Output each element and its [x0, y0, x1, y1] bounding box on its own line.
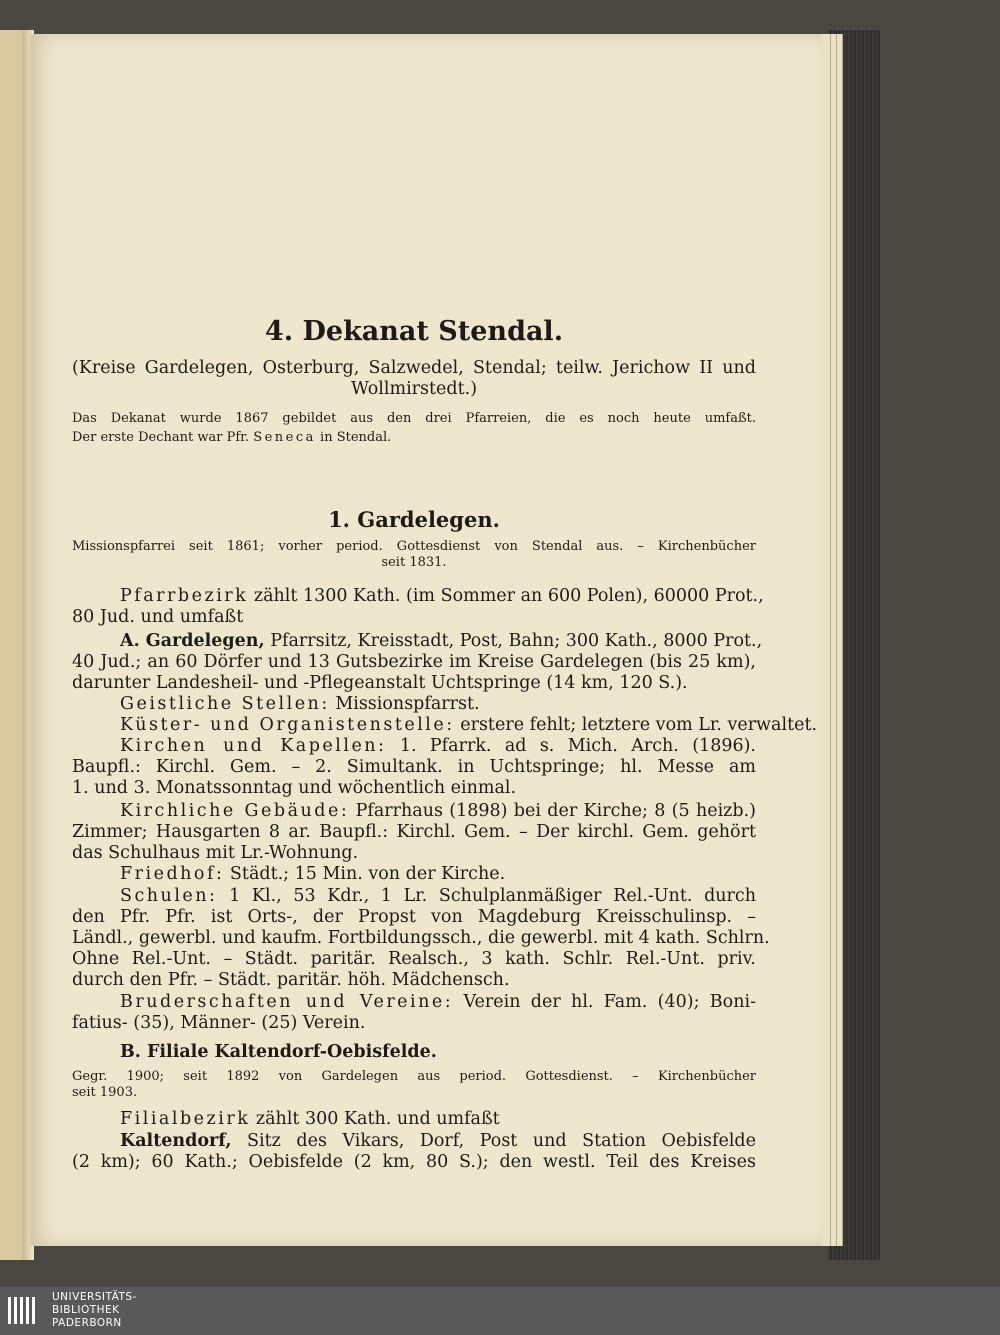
paragraph-line: Kirchliche Gebäude: Pfarrhaus (1898) bei der Kirche; 8 (5 heizb.): [120, 801, 756, 821]
paragraph-line: Zimmer; Hausgarten 8 ar. Baupfl.: Kirchl. Gem. – Der kirchl. Gem. gehört: [72, 822, 756, 842]
title-subtitle: Wollmirstedt.): [350, 379, 478, 399]
place-label: Kaltendorf,: [120, 1131, 232, 1151]
paragraph-line: darunter Landesheil- und -Pflegeanstalt Uchtspringe (14 km, 120 S.).: [72, 673, 688, 693]
paragraph-line: Friedhof: Städt.; 15 Min. von der Kirche.: [120, 864, 506, 884]
intro-text: Das Dekanat wurde 1867 gebildet aus den drei Pfarreien, die es noch heute umfaßt.: [72, 411, 756, 426]
paragraph-line: Bruderschaften und Vereine: Verein der hl. Fam. (40); Boni-: [120, 992, 756, 1012]
paragraph-line: das Schulhaus mit Lr.-Wohnung.: [72, 843, 359, 863]
previous-page-edge: [0, 30, 34, 1260]
paragraph-line: fatius- (35), Männer- (25) Verein.: [72, 1013, 366, 1033]
paragraph-line: den Pfr. Pfr. ist Orts-, der Propst von Magdeburg Kreisschulinsp. –: [72, 907, 756, 927]
library-logo-icon: [6, 1294, 42, 1328]
section-note: Missionspfarrei seit 1861; vorher period. Gottesdienst von Stendal aus. – Kirchenbücher: [72, 539, 756, 554]
paragraph-line: durch den Pfr. – Städt. paritär. höh. Mädchensch.: [72, 970, 510, 990]
paragraph-line: Pfarrbezirk zählt 1300 Kath. (im Sommer an 600 Polen), 60000 Prot.,: [120, 586, 764, 606]
paragraph-line: A. Gardelegen, Pfarrsitz, Kreisstadt, Post, Bahn; 300 Kath., 8000 Prot.,: [120, 631, 763, 651]
paragraph-line: Filialbezirk zählt 300 Kath. und umfaßt: [120, 1109, 500, 1129]
paragraph-line: Küster- und Organistenstelle: erstere fehlt; letztere vom Lr. verwaltet.: [120, 715, 818, 735]
paragraph-line: Baupfl.: Kirchl. Gem. – 2. Simultank. in Uchtspringe; hl. Messe am: [72, 757, 756, 777]
subsection-heading: B. Filiale Kaltendorf-Oebisfelde.: [120, 1042, 437, 1062]
subsection-note: seit 1903.: [72, 1085, 138, 1100]
paragraph-line: Geistliche Stellen: Missionspfarrst.: [120, 694, 480, 714]
paragraph-line: 40 Jud.; an 60 Dörfer und 13 Gutsbezirke im Kreise Gardelegen (bis 25 km),: [72, 652, 756, 672]
section-heading: 1. Gardelegen.: [328, 507, 500, 532]
paragraph-line: Kaltendorf, Sitz des Vikars, Dorf, Post und Station Oebisfelde: [120, 1131, 756, 1151]
paragraph-line: Kirchen und Kapellen: 1. Pfarrk. ad s. Mich. Arch. (1896).: [120, 736, 756, 756]
intro-text: Der erste Dechant war Pfr. Seneca in Stendal.: [72, 430, 392, 445]
paragraph-line: 80 Jud. und umfaßt: [72, 607, 244, 627]
page-title: 4. Dekanat Stendal.: [264, 316, 564, 347]
paragraph-line: 1. und 3. Monatssonntag und wöchentlich einmal.: [72, 778, 517, 798]
library-name: UNIVERSITÄTS- BIBLIOTHEK PADERBORN: [52, 1291, 137, 1329]
person-name: Seneca: [253, 430, 316, 445]
library-footer-bar: [0, 1287, 1000, 1335]
paragraph-line: (2 km); 60 Kath.; Oebisfelde (2 km, 80 S.); den westl. Teil des Kreises: [72, 1152, 756, 1172]
paragraph-line: Schulen: 1 Kl., 53 Kdr., 1 Lr. Schulplanmäßiger Rel.-Unt. durch: [120, 886, 756, 906]
book-page: [30, 34, 822, 1246]
paragraph-line: Ohne Rel.-Unt. – Städt. paritär. Realsch., 3 kath. Schlr. Rel.-Unt. priv.: [72, 949, 756, 969]
subsection-note: Gegr. 1900; seit 1892 von Gardelegen aus period. Gottesdienst. – Kirchenbücher: [72, 1069, 756, 1084]
title-subtitle: (Kreise Gardelegen, Osterburg, Salzwedel, Stendal; teilw. Jerichow II und: [72, 358, 756, 378]
section-note: seit 1831.: [381, 555, 447, 570]
place-label: A. Gardelegen,: [120, 631, 265, 651]
paragraph-line: Ländl., gewerbl. und kaufm. Fortbildungssch., die gewerbl. mit 4 kath. Schlrn.: [72, 928, 770, 948]
